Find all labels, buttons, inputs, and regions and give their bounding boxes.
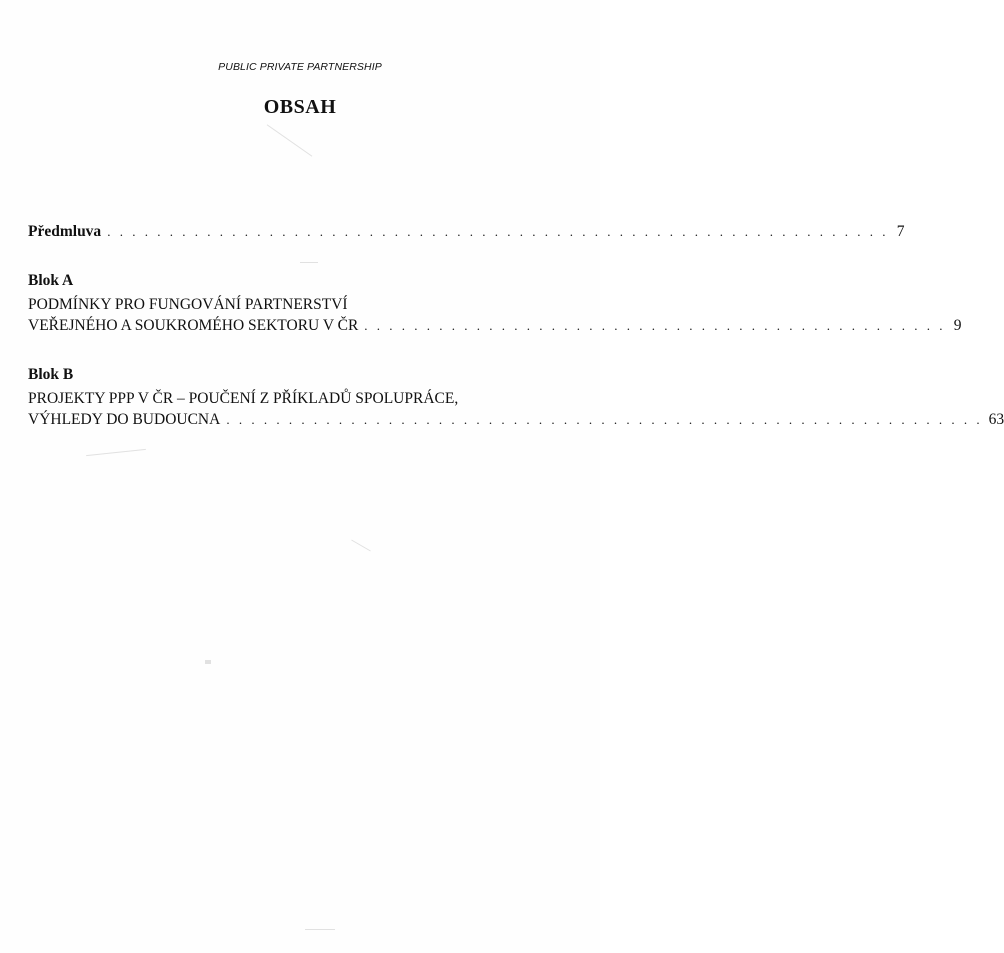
toc-page-number: 9 [953,317,962,334]
scan-speck [205,660,211,664]
toc-entry-label: Předmluva [28,223,102,240]
scan-speck [300,262,318,263]
leader-dots: . . . . . . . . . . . . . . . . . . . . . . . . . . . . . . . . . . . . . . . . . . . . . . . [364,318,946,333]
toc-entry-block-a[interactable] [28,316,962,336]
leader-dots: . . . . . . . . . . . . . . . . . . . . . . . . . . . . . . . . . . . . . . . . . . . . . . . . . . . . . . . . . . . . . [226,412,983,427]
toc-page-number: 7 [896,223,905,240]
scan-speck [267,124,313,156]
block-a-heading: Blok A [28,272,74,289]
page-title: OBSAH [263,96,337,118]
toc-entry-preface[interactable] [28,222,905,242]
toc-entry-block-b[interactable] [28,410,1004,430]
toc-page-number: 63 [988,411,1004,428]
toc-entry-block-b-line1[interactable]: PROJEKTY PPP V ČR – POUČENÍ Z PŘÍKLADŮ SPOLUPRÁCE, [28,390,459,407]
toc-entry-label: VEŘEJNÉHO A SOUKROMÉHO SEKTORU V ČR [28,317,359,334]
toc-entry-label: VÝHLEDY DO BUDOUCNA [28,411,221,428]
scan-speck [305,929,335,930]
scan-speck [351,540,371,552]
running-header: PUBLIC PRIVATE PARTNERSHIP [218,61,382,73]
leader-dots: . . . . . . . . . . . . . . . . . . . . . . . . . . . . . . . . . . . . . . . . . . . . . . . . . . . . . . . . . . . . . . . [107,224,889,239]
block-b-heading: Blok B [28,366,74,383]
toc-entry-block-a-line1[interactable]: PODMÍNKY PRO FUNGOVÁNÍ PARTNERSTVÍ [28,296,348,313]
scan-speck [86,449,146,456]
